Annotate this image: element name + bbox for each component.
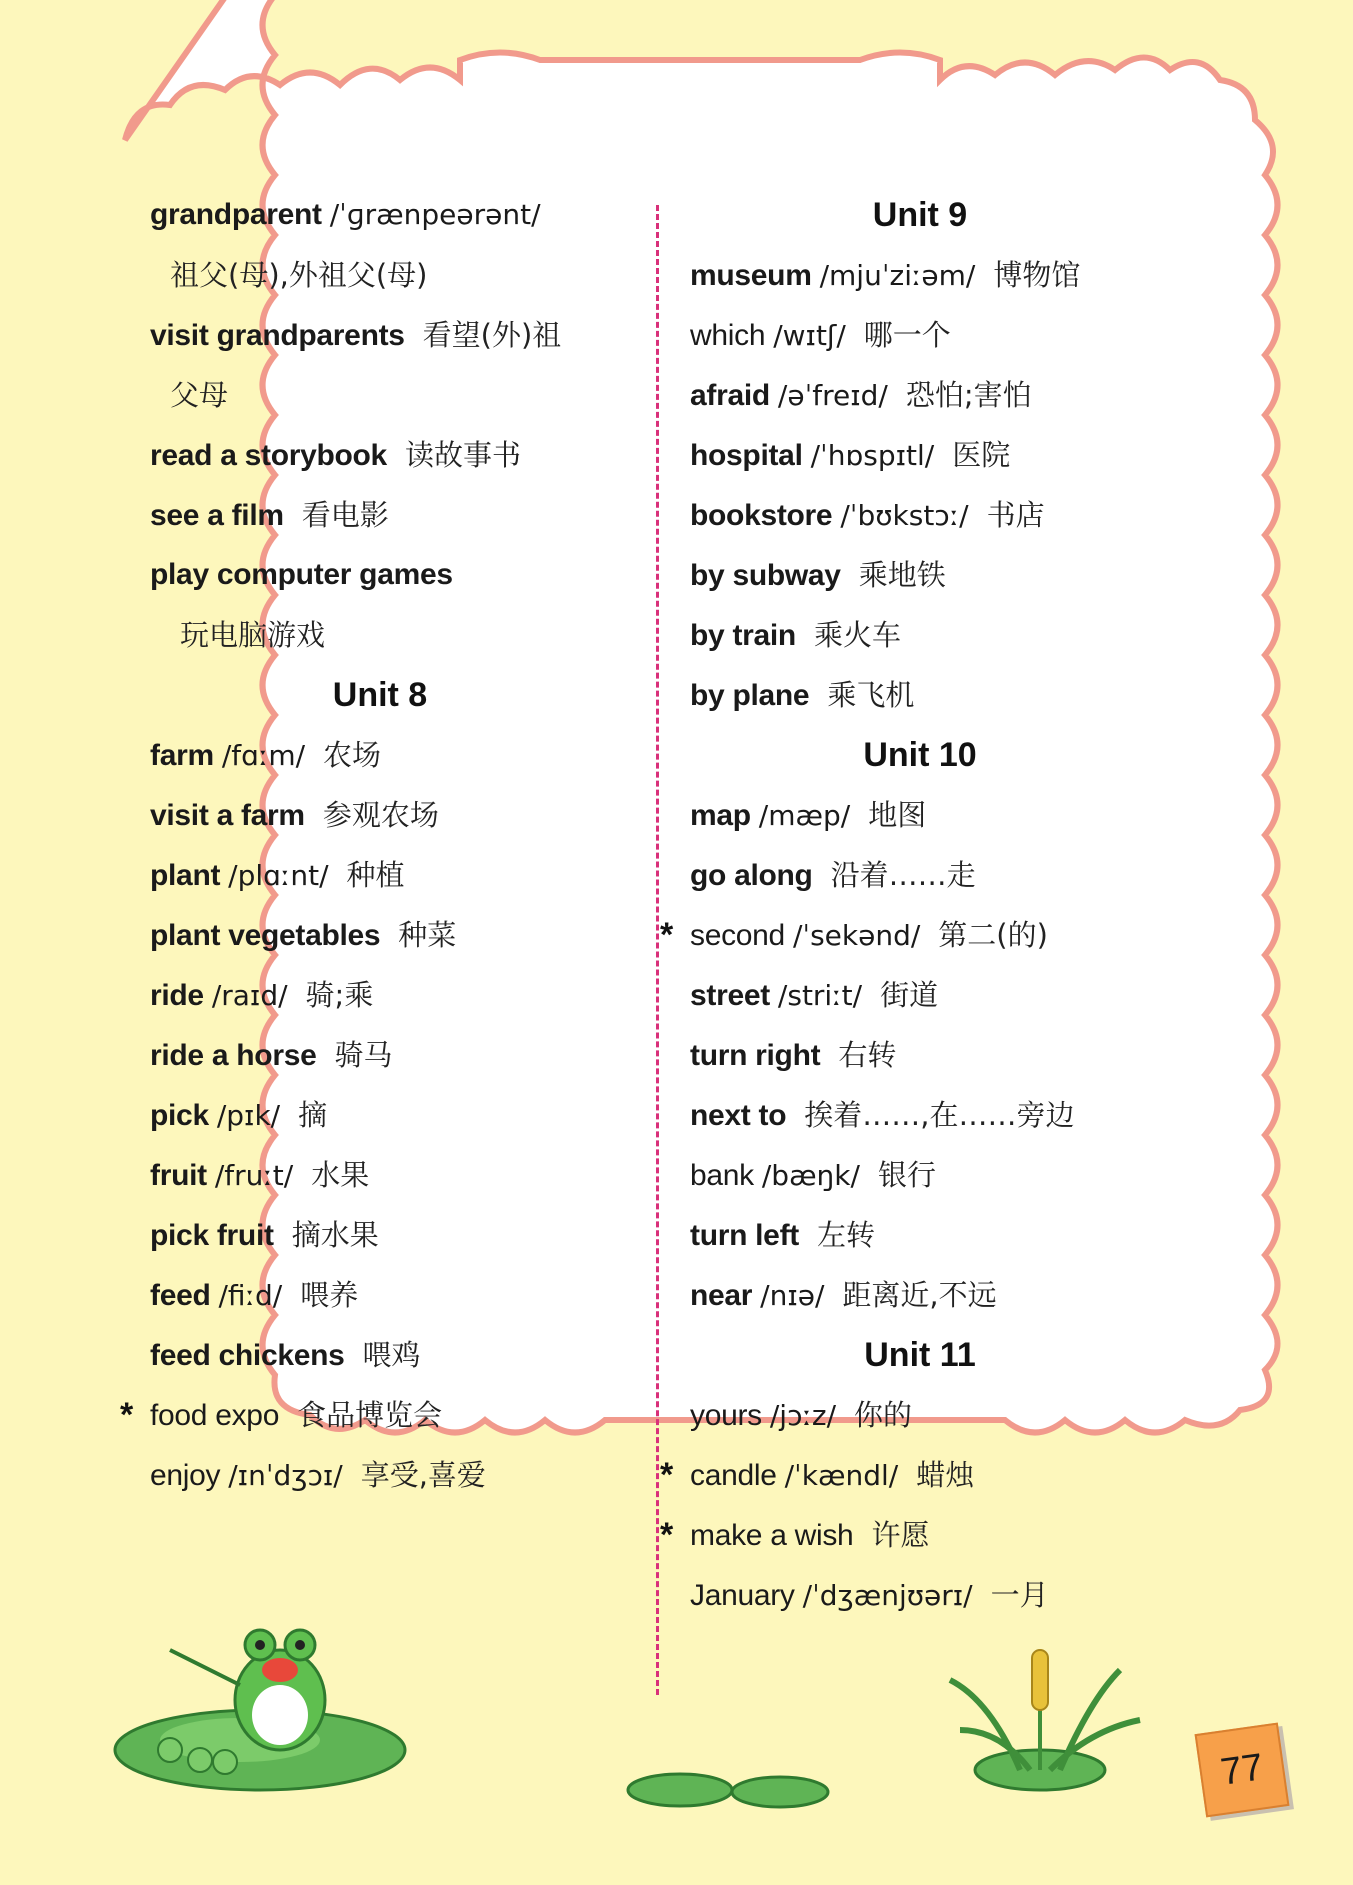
phonetic-transcription: /mæp/	[758, 799, 851, 832]
vocab-entry	[150, 1025, 650, 1085]
vocab-entry	[120, 1385, 650, 1445]
reeds-illustration	[620, 1640, 1180, 1820]
chinese-meaning: 你的	[854, 1398, 913, 1432]
vocab-entry	[150, 1145, 650, 1205]
unit-heading: Unit 10	[863, 736, 977, 774]
chinese-meaning: 恐怕;害怕	[905, 378, 1032, 412]
vocab-entry	[690, 1145, 1190, 1205]
vocab-entry	[690, 1205, 1190, 1265]
phonetic-transcription: /bæŋk/	[761, 1159, 860, 1192]
vocab-entry	[150, 425, 650, 485]
vocab-entry	[150, 185, 650, 245]
chinese-meaning: 博物馆	[993, 258, 1081, 292]
frog-illustration	[110, 1590, 410, 1810]
chinese-meaning: 农场	[323, 738, 382, 772]
english-word: read a storybook	[150, 439, 387, 472]
english-word: ride	[150, 979, 204, 1012]
english-word: next to	[690, 1099, 787, 1132]
vocab-entry	[690, 365, 1190, 425]
phonetic-transcription: /raɪd/	[211, 979, 288, 1012]
english-word: make a wish	[690, 1519, 854, 1552]
star-marker: *	[660, 1516, 674, 1554]
chinese-meaning: 种菜	[398, 918, 457, 952]
phonetic-transcription: /ˈdʒænjʊərɪ/	[802, 1579, 973, 1612]
english-word: plant	[150, 859, 221, 892]
english-word: enjoy	[150, 1459, 221, 1492]
english-word: pick	[150, 1099, 209, 1132]
vocab-entry	[690, 965, 1190, 1025]
english-word: turn left	[690, 1219, 799, 1252]
chinese-meaning: 摘水果	[291, 1218, 379, 1252]
left-column	[120, 185, 650, 1505]
chinese-meaning: 左转	[816, 1218, 875, 1252]
chinese-meaning: 第二(的)	[938, 918, 1048, 952]
vocab-entry	[150, 845, 650, 905]
vocab-entry	[690, 665, 1190, 725]
chinese-meaning: 书店	[986, 498, 1045, 532]
chinese-meaning: 摘	[298, 1098, 328, 1132]
chinese-meaning: 喂鸡	[362, 1338, 421, 1372]
vocab-entry	[150, 545, 650, 605]
phonetic-transcription: /mjuˈziːəm/	[819, 259, 976, 292]
vocab-entry	[150, 485, 650, 545]
english-word: go along	[690, 859, 813, 892]
chinese-meaning: 读故事书	[404, 438, 521, 472]
phonetic-transcription: /striːt/	[777, 979, 863, 1012]
unit-heading: Unit 11	[864, 1336, 976, 1374]
meaning-continuation	[150, 605, 650, 665]
english-word: second	[690, 919, 785, 952]
english-word: which	[690, 319, 766, 352]
english-word: plant vegetables	[150, 919, 381, 952]
vocab-entry	[150, 1205, 650, 1265]
phonetic-transcription: /fiːd/	[218, 1279, 283, 1312]
vocab-entry	[150, 1265, 650, 1325]
english-word: afraid	[690, 379, 770, 412]
chinese-meaning: 沿着……走	[830, 858, 976, 892]
vocab-entry	[150, 1085, 650, 1145]
meaning-continuation	[150, 365, 650, 425]
chinese-meaning: 乘地铁	[858, 558, 946, 592]
chinese-meaning: 挨着……,在……旁边	[804, 1098, 1075, 1132]
phonetic-transcription: /ɪnˈdʒɔɪ/	[228, 1459, 343, 1492]
phonetic-transcription: /ˈkændl/	[784, 1459, 899, 1492]
vocab-entry	[690, 1265, 1190, 1325]
english-word: yours	[690, 1399, 762, 1432]
chinese-meaning: 乘火车	[813, 618, 901, 652]
chinese-meaning: 看望(外)祖	[422, 318, 562, 352]
chinese-meaning: 喂养	[300, 1278, 359, 1312]
chinese-meaning: 右转	[838, 1038, 897, 1072]
english-word: near	[690, 1279, 753, 1312]
english-word: visit a farm	[150, 799, 305, 832]
vocab-entry	[150, 1445, 650, 1505]
english-word: bank	[690, 1159, 754, 1192]
english-word: food expo	[150, 1399, 280, 1432]
vocab-entry	[690, 485, 1190, 545]
chinese-meaning: 一月	[990, 1578, 1049, 1612]
phonetic-transcription: /ˈsekənd/	[792, 919, 921, 952]
phonetic-transcription: /ˈbʊkstɔː/	[840, 499, 969, 532]
chinese-meaning: 距离近,不远	[842, 1278, 997, 1312]
phonetic-transcription: /əˈfreɪd/	[777, 379, 888, 412]
phonetic-transcription: /wɪtʃ/	[773, 319, 846, 352]
phonetic-transcription: /ˈhɒspɪtl/	[810, 439, 935, 472]
vocab-entry	[150, 965, 650, 1025]
english-word: street	[690, 979, 770, 1012]
english-word: see a film	[150, 499, 284, 532]
english-word: feed	[150, 1279, 211, 1312]
vocab-entry	[690, 1385, 1190, 1445]
column-divider	[656, 205, 659, 1695]
chinese-meaning: 许愿	[871, 1518, 930, 1552]
phonetic-transcription: /fɑːm/	[221, 739, 306, 772]
unit-heading: Unit 8	[332, 676, 428, 714]
chinese-meaning: 乘飞机	[827, 678, 915, 712]
chinese-meaning: 看电影	[301, 498, 389, 532]
vocab-entry	[690, 305, 1190, 365]
english-word: pick fruit	[150, 1219, 274, 1252]
vocab-entry	[150, 305, 650, 365]
page-number: 77	[1195, 1723, 1290, 1818]
english-word: farm	[150, 739, 214, 772]
phonetic-transcription: /jɔːz/	[769, 1399, 837, 1432]
phonetic-transcription: /plɑːnt/	[228, 859, 329, 892]
vocab-entry	[150, 1325, 650, 1385]
phonetic-transcription: /nɪə/	[760, 1279, 825, 1312]
vocab-entry	[150, 725, 650, 785]
vocab-entry	[690, 1085, 1190, 1145]
phonetic-transcription: /pɪk/	[216, 1099, 281, 1132]
english-word: bookstore	[690, 499, 833, 532]
english-word: candle	[690, 1459, 777, 1492]
phonetic-transcription: /ˈɡrænpeərənt/	[329, 198, 541, 231]
meaning-continuation	[150, 245, 650, 305]
english-word: feed chickens	[150, 1339, 345, 1372]
star-marker: *	[660, 916, 674, 954]
vocab-entry	[690, 1565, 1190, 1625]
right-column	[660, 185, 1190, 1625]
chinese-meaning: 地图	[868, 798, 927, 832]
chinese-meaning: 种植	[346, 858, 405, 892]
star-marker: *	[660, 1456, 674, 1494]
english-word: by plane	[690, 679, 810, 712]
vocab-entry	[690, 425, 1190, 485]
unit-heading: Unit 9	[872, 196, 968, 234]
english-word: museum	[690, 259, 812, 292]
english-word: hospital	[690, 439, 803, 472]
chinese-meaning: 食品博览会	[297, 1398, 443, 1432]
vocab-entry	[690, 545, 1190, 605]
chinese-meaning: 玩电脑游戏	[180, 618, 326, 652]
english-word: grandparent	[150, 198, 322, 231]
chinese-meaning: 银行	[877, 1158, 936, 1192]
vocab-entry	[660, 1505, 1190, 1565]
vocab-entry	[690, 785, 1190, 845]
vocab-entry	[660, 1445, 1190, 1505]
chinese-meaning: 骑;乘	[305, 978, 374, 1012]
english-word: play computer games	[150, 558, 453, 591]
chinese-meaning: 参观农场	[322, 798, 439, 832]
chinese-meaning: 街道	[880, 978, 939, 1012]
chinese-meaning: 骑马	[334, 1038, 393, 1072]
vocab-entry	[660, 905, 1190, 965]
english-word: fruit	[150, 1159, 207, 1192]
vocab-entry	[690, 845, 1190, 905]
vocab-entry	[690, 1025, 1190, 1085]
english-word: January	[690, 1579, 795, 1612]
vocab-entry	[150, 785, 650, 845]
vocab-entry	[690, 605, 1190, 665]
phonetic-transcription: /fruːt/	[214, 1159, 294, 1192]
chinese-meaning: 享受,喜爱	[360, 1458, 486, 1492]
chinese-meaning: 蜡烛	[916, 1458, 975, 1492]
english-word: map	[690, 799, 751, 832]
vocab-entry	[690, 245, 1190, 305]
english-word: ride a horse	[150, 1039, 317, 1072]
star-marker: *	[120, 1396, 134, 1434]
english-word: turn right	[690, 1039, 821, 1072]
english-word: by train	[690, 619, 796, 652]
chinese-meaning: 父母	[170, 378, 229, 412]
vocab-entry	[150, 905, 650, 965]
chinese-meaning: 医院	[952, 438, 1011, 472]
chinese-meaning: 水果	[311, 1158, 370, 1192]
chinese-meaning: 哪一个	[863, 318, 951, 352]
english-word: visit grandparents	[150, 319, 405, 352]
chinese-meaning: 祖父(母),外祖父(母)	[170, 258, 428, 292]
english-word: by subway	[690, 559, 841, 592]
